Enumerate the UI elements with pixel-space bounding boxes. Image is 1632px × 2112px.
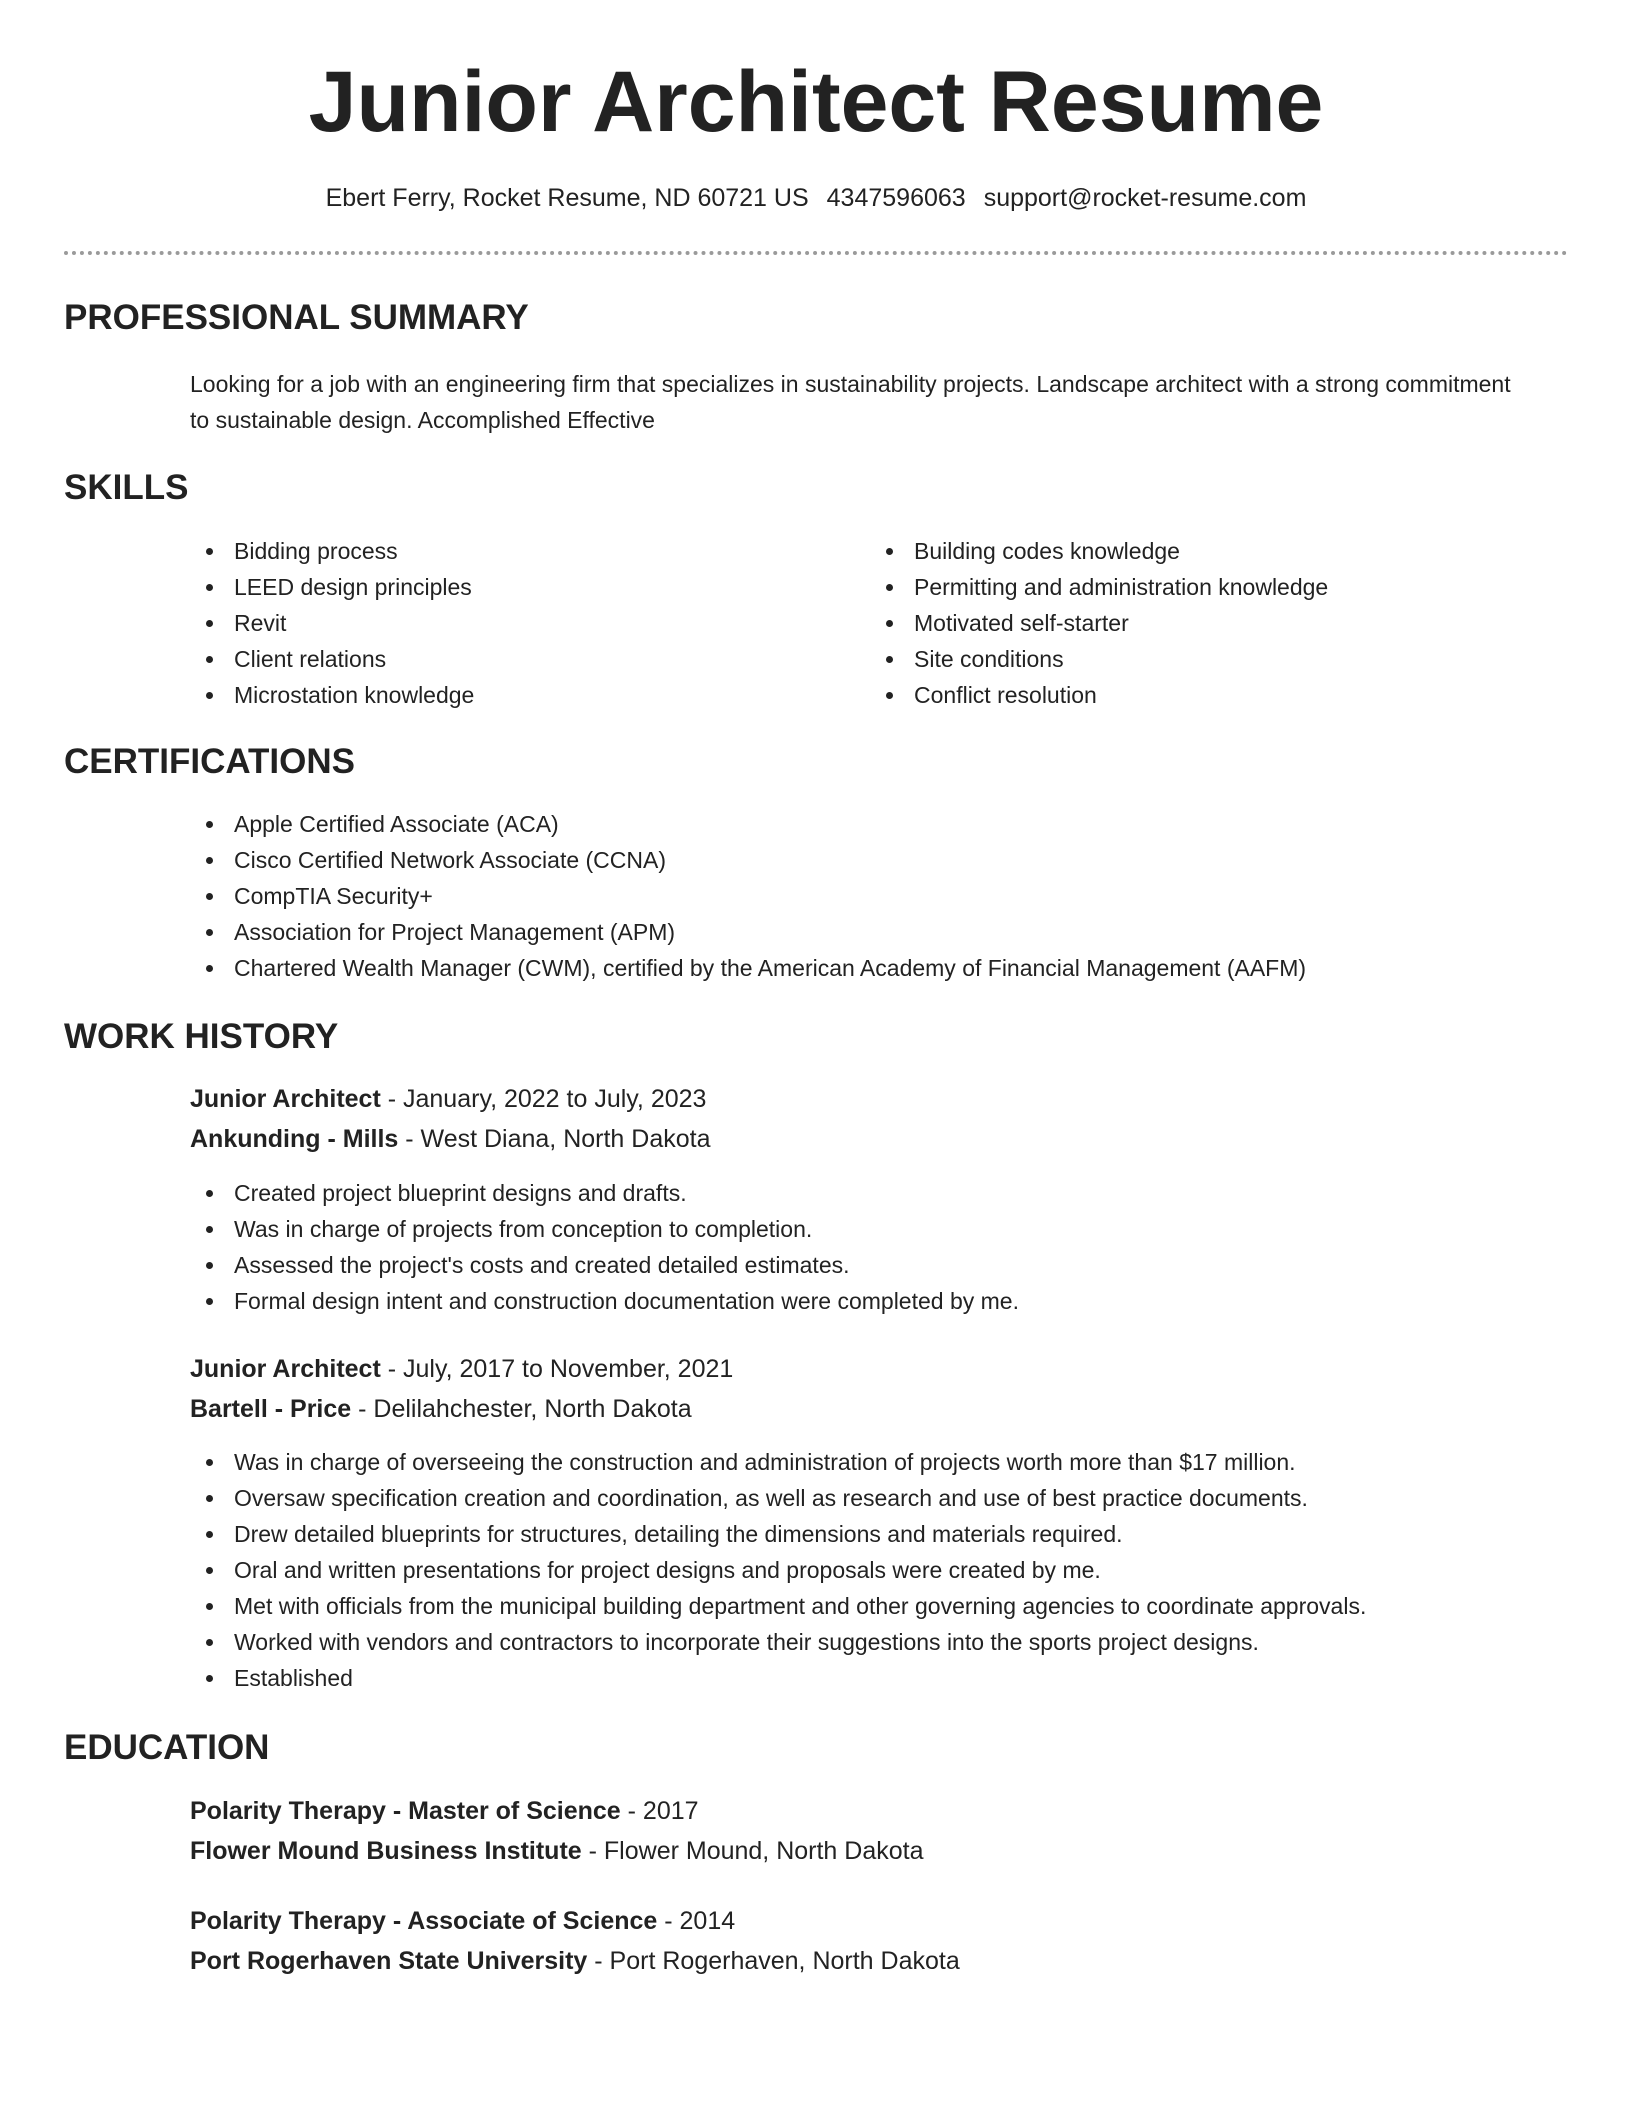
certification-item: CompTIA Security+	[190, 878, 1306, 914]
summary-text: Looking for a job with an engineering firm that specializes in sustainability projects. Landscape architect with a strong commitment to sustainable design. Accomplished Effective	[190, 371, 1511, 433]
job-dates: - July, 2017 to November, 2021	[380, 1355, 734, 1383]
job-dates: - January, 2022 to July, 2023	[380, 1085, 707, 1113]
contact-phone: 4347596063	[826, 184, 966, 212]
skill-item: Permitting and administration knowledge	[870, 569, 1328, 605]
job-bullets	[190, 1444, 1366, 1696]
skill-item: Bidding process	[190, 533, 474, 569]
certification-item: Association for Project Management (APM)	[190, 914, 1306, 950]
job-bullets	[190, 1175, 1019, 1319]
skill-item: Revit	[190, 605, 474, 641]
education-school: Port Rogerhaven State University	[190, 1947, 588, 1975]
skill-item: Conflict resolution	[870, 677, 1328, 713]
job-bullet: Worked with vendors and contractors to incorporate their suggestions into the sports project designs.	[190, 1624, 1366, 1660]
job-bullet: Was in charge of projects from conception to completion.	[190, 1211, 1019, 1247]
skill-item: Client relations	[190, 641, 474, 677]
job-location: - West Diana, North Dakota	[398, 1125, 711, 1153]
certification-item: Apple Certified Associate (ACA)	[190, 806, 1306, 842]
education-school-line	[190, 1943, 960, 1979]
job-bullet: Was in charge of overseeing the construction and administration of projects worth more than $17 million.	[190, 1444, 1366, 1480]
job-title: Junior Architect	[190, 1085, 381, 1113]
job-title-line	[190, 1351, 733, 1387]
skill-item: LEED design principles	[190, 569, 474, 605]
skills-list-left	[190, 533, 474, 713]
job-company: Ankunding - Mills	[190, 1125, 399, 1153]
contact-line	[0, 182, 1632, 214]
education-degree-line	[190, 1793, 699, 1829]
job-bullet: Oversaw specification creation and coordination, as well as research and use of best practice documents.	[190, 1480, 1366, 1516]
job-title: Junior Architect	[190, 1355, 381, 1383]
education-degree: Polarity Therapy - Associate of Science	[190, 1907, 658, 1935]
education-location: - Flower Mound, North Dakota	[581, 1837, 924, 1865]
education-heading: EDUCATION	[64, 1728, 270, 1767]
work-history-heading: WORK HISTORY	[64, 1017, 339, 1056]
job-bullet: Established	[190, 1660, 1366, 1696]
skills-heading: SKILLS	[64, 468, 189, 507]
skills-list-right	[870, 533, 1328, 713]
resume-title: Junior Architect Resume	[308, 54, 1324, 150]
contact-address: Ebert Ferry, Rocket Resume, ND 60721 US	[325, 184, 809, 212]
education-year: - 2017	[620, 1797, 699, 1825]
summary-heading: PROFESSIONAL SUMMARY	[64, 298, 529, 337]
certification-item: Cisco Certified Network Associate (CCNA)	[190, 842, 1306, 878]
job-company-line	[190, 1121, 711, 1157]
certifications-list	[190, 806, 1306, 986]
job-bullet: Formal design intent and construction documentation were completed by me.	[190, 1283, 1019, 1319]
job-bullet: Oral and written presentations for project designs and proposals were created by me.	[190, 1552, 1366, 1588]
job-company-line	[190, 1391, 692, 1427]
education-school: Flower Mound Business Institute	[190, 1837, 582, 1865]
job-bullet: Met with officials from the municipal building department and other governing agencies to coordinate approvals.	[190, 1588, 1366, 1624]
education-degree-line	[190, 1903, 735, 1939]
job-bullet: Drew detailed blueprints for structures, detailing the dimensions and materials required.	[190, 1516, 1366, 1552]
education-school-line	[190, 1833, 923, 1869]
contact-email: support@rocket-resume.com	[983, 184, 1307, 212]
certification-item: Chartered Wealth Manager (CWM), certified by the American Academy of Financial Management (AAFM)	[190, 950, 1306, 986]
job-location: - Delilahchester, North Dakota	[351, 1395, 692, 1423]
education-location: - Port Rogerhaven, North Dakota	[587, 1947, 960, 1975]
skill-item: Site conditions	[870, 641, 1328, 677]
job-title-line	[190, 1081, 706, 1117]
job-bullet: Created project blueprint designs and drafts.	[190, 1175, 1019, 1211]
job-bullet: Assessed the project's costs and created detailed estimates.	[190, 1247, 1019, 1283]
skill-item: Building codes knowledge	[870, 533, 1328, 569]
education-degree: Polarity Therapy - Master of Science	[190, 1797, 621, 1825]
education-year: - 2014	[657, 1907, 736, 1935]
skill-item: Microstation knowledge	[190, 677, 474, 713]
header-divider	[64, 251, 1568, 255]
certifications-heading: CERTIFICATIONS	[64, 742, 356, 781]
job-company: Bartell - Price	[190, 1395, 352, 1423]
skill-item: Motivated self-starter	[870, 605, 1328, 641]
